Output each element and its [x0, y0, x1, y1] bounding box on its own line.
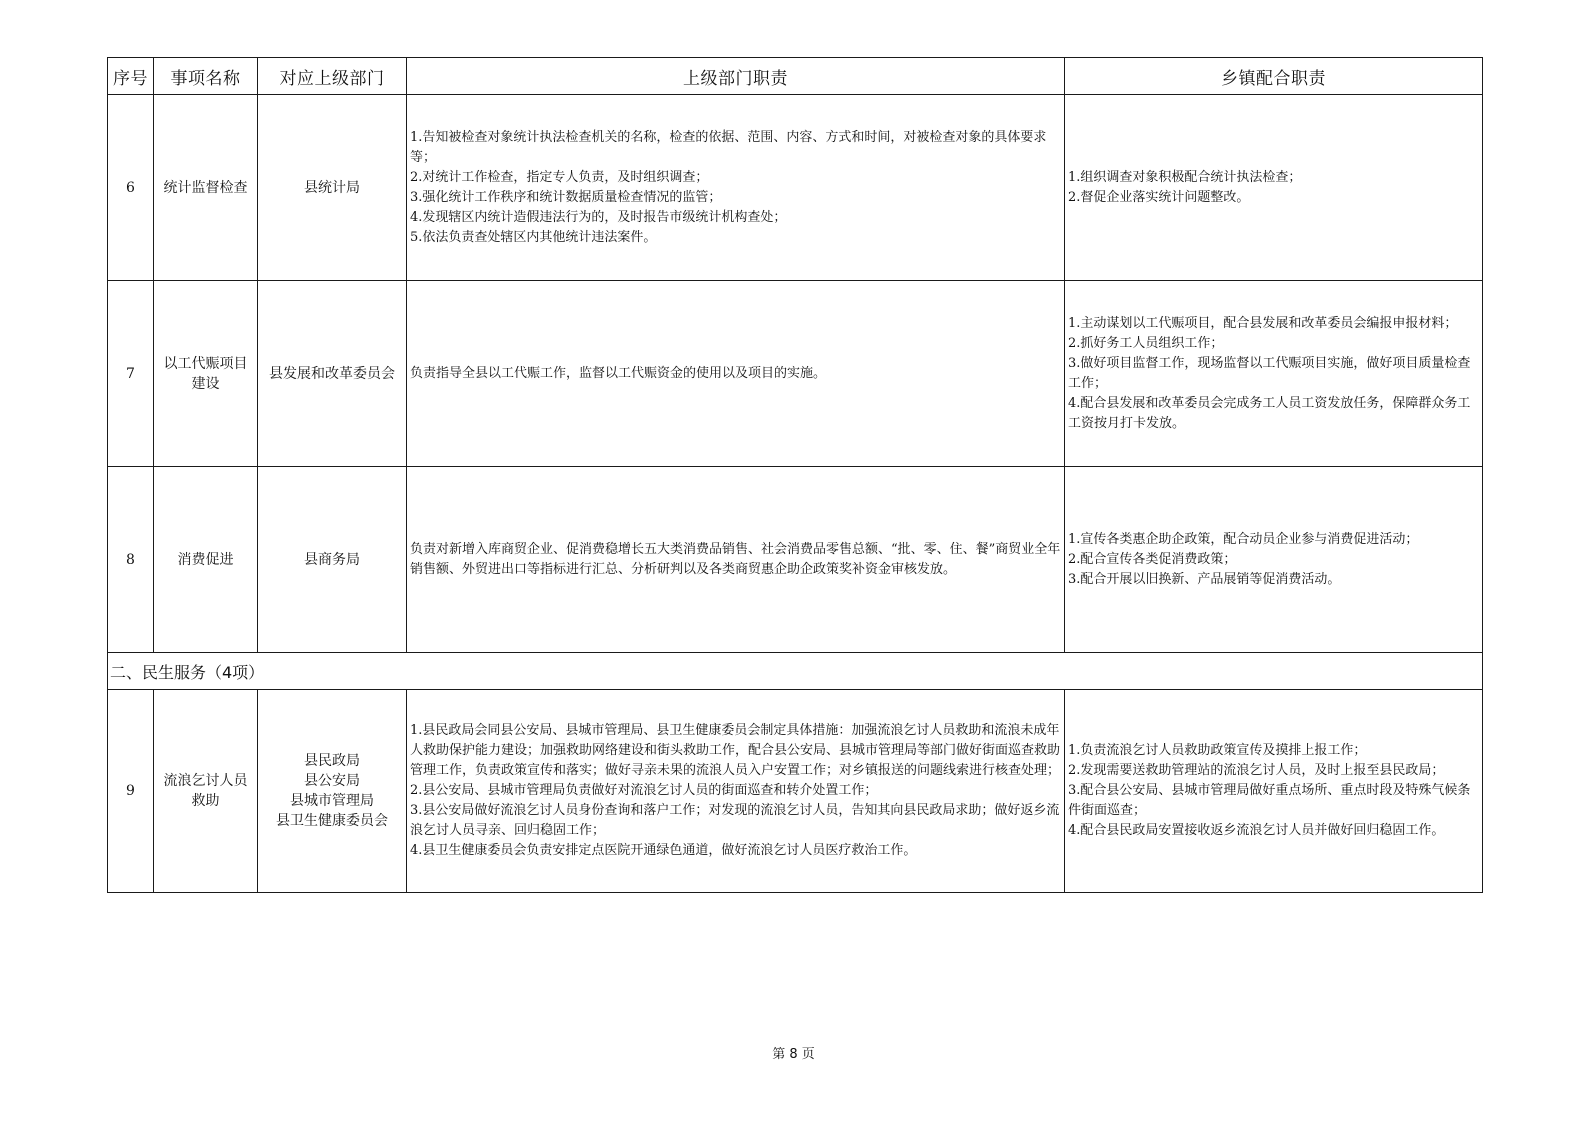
- township-duty-line: 3.配合开展以旧换新、产品展销等促消费活动。: [1068, 571, 1341, 587]
- upper-duties-cell: [407, 467, 1065, 653]
- township-duty-line: 4.配合县发展和改革委员会完成务工人员工资发放任务，保障群众务工工资按月打卡发放。: [1068, 395, 1471, 431]
- serial-number-cell: 6: [108, 95, 154, 281]
- township-duty-line: 2.配合宣传各类促消费政策；: [1068, 551, 1237, 567]
- upper-duties-cell: [407, 95, 1065, 281]
- table-body-section: [108, 653, 1483, 690]
- table-body-livelihood: [108, 690, 1483, 893]
- township-duty-line: 1.组织调查对象积极配合统计执法检查；: [1068, 169, 1302, 185]
- item-name-cell: 流浪乞讨人员 救助: [154, 690, 258, 893]
- township-duties-cell: [1065, 690, 1483, 893]
- upper-duty-line: 5.依法负责查处辖区内其他统计违法案件。: [410, 229, 657, 245]
- item-name-cell: 以工代赈项目 建设: [154, 281, 258, 467]
- table-body-economic: [108, 95, 1483, 653]
- header-upper-department: 对应上级部门: [258, 58, 407, 95]
- table-row: [108, 467, 1483, 653]
- page-number: 第 8 页: [772, 1047, 815, 1062]
- township-duties-cell: [1065, 281, 1483, 467]
- upper-duty-line: 2.对统计工作检查，指定专人负责，及时组织调查；: [410, 169, 709, 185]
- responsibility-table: [107, 57, 1483, 893]
- header-item-name: 事项名称: [154, 58, 258, 95]
- township-duty-line: 1.主动谋划以工代赈项目，配合县发展和改革委员会编报申报材料；: [1068, 315, 1458, 331]
- township-duty-line: 2.抓好务工人员组织工作；: [1068, 335, 1224, 351]
- serial-number-cell: 7: [108, 281, 154, 467]
- serial-number-cell: 9: [108, 690, 154, 893]
- township-duty-line: 4.配合县民政局安置接收返乡流浪乞讨人员并做好回归稳固工作。: [1068, 823, 1445, 838]
- upper-department-cell: 县发展和改革委员会: [258, 281, 407, 467]
- upper-duty-line: 3.强化统计工作秩序和统计数据质量检查情况的监管；: [410, 189, 722, 205]
- upper-duty-line: 1.县民政局会同县公安局、县城市管理局、县卫生健康委员会制定具体措施：加强流浪乞讨人员救助和流浪未成年人救助保护能力建设；加强救助网络建设和街头救助工作，配合县公安局、县城市管理局等部门做好街面巡查救助管理工作，负责政策宣传和落实；做好寻亲未果的流浪人员入户安置工作；对乡镇报送的问题线索进行核查处理；: [410, 723, 1061, 778]
- table-row: [108, 690, 1483, 893]
- header-serial-number: 序号: [108, 58, 154, 95]
- table-row: [108, 95, 1483, 281]
- township-duty-line: 3.做好项目监督工作，现场监督以工代赈项目实施，做好项目质量检查工作；: [1068, 355, 1471, 391]
- township-duty-line: 3.配合县公安局、县城市管理局做好重点场所、重点时段及特殊气候条件街面巡查；: [1068, 783, 1471, 818]
- table-row: [108, 281, 1483, 467]
- header-upper-duties: 上级部门职责: [407, 58, 1065, 95]
- township-duty-line: 2.督促企业落实统计问题整改。: [1068, 189, 1250, 205]
- upper-duties-cell: [407, 690, 1065, 893]
- upper-department-cell: 县商务局: [258, 467, 407, 653]
- upper-duties-cell: [407, 281, 1065, 467]
- section-title: 二、民生服务（4项）: [108, 653, 1483, 690]
- upper-department-cell: 县民政局 县公安局 县城市管理局 县卫生健康委员会: [258, 690, 407, 893]
- item-name-cell: 统计监督检查: [154, 95, 258, 281]
- upper-duty-line: 3.县公安局做好流浪乞讨人员身份查询和落户工作；对发现的流浪乞讨人员，告知其向县民政局求助；做好返乡流浪乞讨人员寻亲、回归稳固工作；: [410, 803, 1060, 838]
- township-duties-cell: [1065, 467, 1483, 653]
- upper-duty-line: 1.告知被检查对象统计执法检查机关的名称，检查的依据、范围、内容、方式和时间，对被检查对象的具体要求等；: [410, 129, 1047, 165]
- item-name-cell: 消费促进: [154, 467, 258, 653]
- township-duty-line: 1.负责流浪乞讨人员救助政策宣传及摸排上报工作；: [1068, 743, 1367, 758]
- section-header-row: [108, 653, 1483, 690]
- upper-department-cell: 县统计局: [258, 95, 407, 281]
- upper-duty-line: 负责指导全县以工代赈工作，监督以工代赈资金的使用以及项目的实施。: [410, 365, 827, 381]
- upper-duty-line: 4.发现辖区内统计造假违法行为的，及时报告市级统计机构查处；: [410, 209, 787, 225]
- upper-duty-line: 负责对新增入库商贸企业、促消费稳增长五大类消费品销售、社会消费品零售总额、“批、零、住、餐”商贸业全年销售额、外贸进出口等指标进行汇总、分析研判以及各类商贸惠企助企政策奖补资金审核发放。: [410, 541, 1061, 577]
- header-row: [108, 58, 1483, 95]
- upper-duty-line: 4.县卫生健康委员会负责安排定点医院开通绿色通道，做好流浪乞讨人员医疗救治工作。: [410, 843, 917, 858]
- upper-duty-line: 2.县公安局、县城市管理局负责做好对流浪乞讨人员的街面巡查和转介处置工作；: [410, 783, 878, 798]
- township-duties-cell: [1065, 95, 1483, 281]
- header-township-duties: 乡镇配合职责: [1065, 58, 1483, 95]
- serial-number-cell: 8: [108, 467, 154, 653]
- township-duty-line: 2.发现需要送救助管理站的流浪乞讨人员，及时上报至县民政局；: [1068, 763, 1445, 778]
- township-duty-line: 1.宣传各类惠企助企政策，配合动员企业参与消费促进活动；: [1068, 531, 1419, 547]
